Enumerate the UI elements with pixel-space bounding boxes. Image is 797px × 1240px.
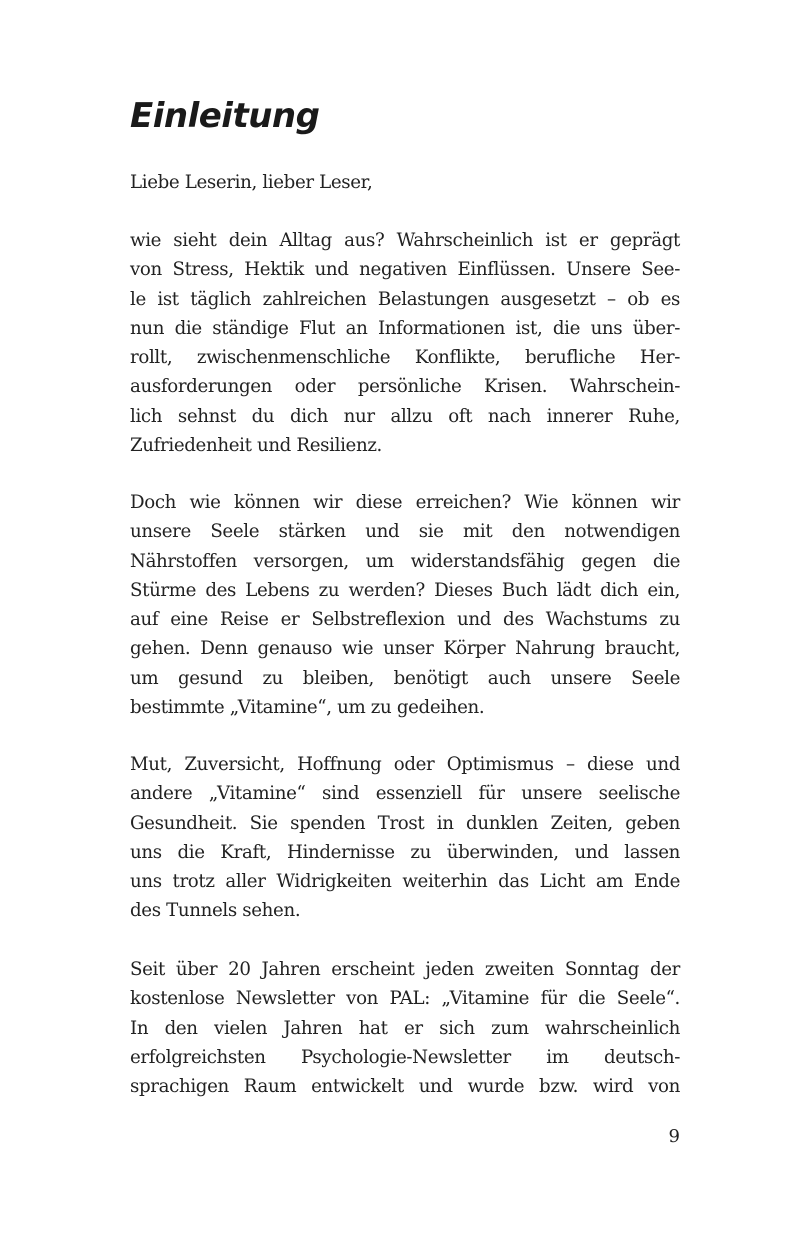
text-line: rollt, zwischenmenschliche Konflikte, berufliche Her- (130, 347, 680, 369)
text-line: nun die ständige Flut an Informationen ist, die uns über- (130, 317, 680, 339)
paragraph-4 (130, 955, 680, 1101)
text-line: des Tunnels sehen. (130, 900, 301, 922)
text-line: von Stress, Hektik und negativen Einflüssen. Unsere See- (130, 259, 680, 281)
text-line: gehen. Denn genauso wie unser Körper Nahrung braucht, (130, 638, 680, 660)
text-line: Doch wie können wir diese erreichen? Wie können wir (130, 492, 680, 513)
paragraph-3 (130, 750, 680, 926)
text-line: andere „Vitamine“ sind essenziell für unsere seelische (130, 783, 680, 805)
chapter-title: Einleitung (130, 96, 320, 136)
text-line: In den vielen Jahren hat er sich zum wahrscheinlich (130, 1017, 680, 1039)
text-line: erfolgreichsten Psychologie-Newsletter im deutsch- (130, 1046, 680, 1068)
greeting (130, 168, 680, 197)
text-line: auf eine Reise er Selbstreflexion und des Wachstums zu (130, 609, 680, 631)
text-line: unsere Seele stärken und sie mit den notwendigen (130, 521, 680, 543)
text-line: uns trotz aller Widrigkeiten weiterhin das Licht am Ende (130, 871, 680, 893)
text-line: um gesund zu bleiben, benötigt auch unsere Seele (130, 667, 680, 689)
text-line: wie sieht dein Alltag aus? Wahrscheinlich ist er geprägt (130, 230, 680, 251)
text-line: kostenlose Newsletter von PAL: „Vitamine für die Seele“. (130, 988, 680, 1010)
text-line: le ist täglich zahlreichen Belastungen ausgesetzt – ob es (130, 288, 680, 310)
paragraph-1 (130, 226, 680, 460)
text-line: Gesundheit. Sie spenden Trost in dunklen Zeiten, geben (130, 812, 680, 834)
paragraph-2 (130, 488, 680, 722)
text-line: uns die Kraft, Hindernisse zu überwinden, und lassen (130, 841, 680, 863)
text-line: Zufriedenheit und Resilienz. (130, 435, 382, 457)
text-line: bestimmte „Vitamine“, um zu gedeihen. (130, 697, 485, 719)
text-line: Mut, Zuversicht, Hoffnung oder Optimismus – diese und (130, 754, 680, 775)
text-line: Stürme des Lebens zu werden? Dieses Buch lädt dich ein, (130, 579, 680, 601)
text-line: sprachigen Raum entwickelt und wurde bzw. wird von (130, 1076, 680, 1098)
text-line: ausforderungen oder persönliche Krisen. Wahrschein- (130, 376, 680, 398)
text-line: Seit über 20 Jahren erscheint jeden zweiten Sonntag der (130, 959, 680, 980)
greeting-line: Liebe Leserin, lieber Leser, (130, 172, 373, 193)
text-line: Nährstoffen versorgen, um widerstandsfähig gegen die (130, 550, 680, 572)
text-line: lich sehnst du dich nur allzu oft nach innerer Ruhe, (130, 405, 680, 427)
page-number: 9 (668, 1126, 680, 1147)
